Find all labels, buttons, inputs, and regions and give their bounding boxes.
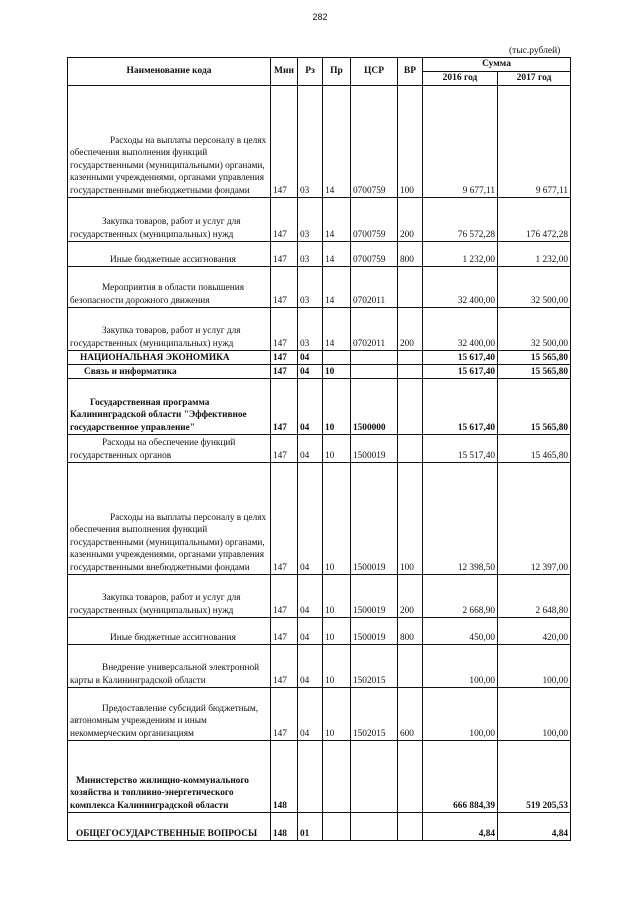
row-pr: 10: [323, 618, 351, 645]
row-name: Закупка товаров, работ и услуг для государственных (муниципальных) нужд: [70, 326, 241, 349]
row-sum-2016: 1 232,00: [423, 242, 498, 267]
header-2017: 2017 год: [498, 72, 571, 86]
units-note: (тыс.рублей): [509, 46, 561, 56]
row-sum-2016: 15 617,40: [423, 365, 498, 379]
row-rz: 04: [298, 463, 323, 575]
table-row: [68, 351, 571, 365]
row-csr: [351, 351, 398, 365]
row-sum-2016: 76 572,28: [423, 198, 498, 242]
row-sum-2017: 32 500,00: [498, 308, 571, 351]
row-vr: 100: [398, 463, 423, 575]
row-sum-2016: 12 398,50: [423, 463, 498, 575]
row-name: Мероприятия в области повышения безопасности дорожного движения: [70, 283, 244, 306]
row-csr: 0700759: [351, 242, 398, 267]
row-sum-2016: 100,00: [423, 645, 498, 688]
row-sum-2017: 2 648,80: [498, 575, 571, 618]
row-vr: [398, 645, 423, 688]
row-pr: [323, 351, 351, 365]
row-csr: 1500019: [351, 575, 398, 618]
row-sum-2016: 15 517,40: [423, 435, 498, 463]
header-vr: ВР: [398, 58, 423, 86]
table-row: [68, 198, 571, 242]
row-sum-2016: 4,84: [423, 813, 498, 841]
row-sum-2017: 4,84: [498, 813, 571, 841]
row-sum-2017: 100,00: [498, 688, 571, 741]
row-pr: 10: [323, 645, 351, 688]
row-vr: [398, 741, 423, 813]
header-2016: 2016 год: [423, 72, 498, 86]
row-rz: 01: [298, 813, 323, 841]
row-min: 147: [271, 618, 298, 645]
row-pr: 14: [323, 198, 351, 242]
row-rz: 04: [298, 365, 323, 379]
row-pr: 10: [323, 463, 351, 575]
table-row: [68, 242, 571, 267]
row-pr: 10: [323, 365, 351, 379]
row-sum-2017: 100,00: [498, 645, 571, 688]
row-sum-2016: 100,00: [423, 688, 498, 741]
row-sum-2016: 15 617,40: [423, 379, 498, 435]
table-row: [68, 308, 571, 351]
row-min: 147: [271, 351, 298, 365]
row-vr: 200: [398, 308, 423, 351]
row-min: 147: [271, 86, 298, 198]
row-name: ОБЩЕГОСУДАРСТВЕННЫЕ ВОПРОСЫ: [76, 828, 258, 839]
row-pr: 14: [323, 267, 351, 308]
row-vr: 200: [398, 198, 423, 242]
row-rz: 04: [298, 379, 323, 435]
row-sum-2017: 15 565,80: [498, 365, 571, 379]
row-csr: 0700759: [351, 86, 398, 198]
row-rz: 04: [298, 688, 323, 741]
row-name: Внедрение универсальной электронной карты в Калининградской области: [70, 663, 260, 686]
row-name: Связь и информатика: [84, 366, 177, 377]
row-name: Предоставление субсидий бюджетным, автономным учреждениям и иным некоммерческим организациям: [70, 703, 259, 739]
table-row: [68, 435, 571, 463]
row-rz: 04: [298, 575, 323, 618]
row-sum-2017: 32 500,00: [498, 267, 571, 308]
row-min: 148: [271, 813, 298, 841]
row-vr: 600: [398, 688, 423, 741]
budget-table: [67, 57, 571, 841]
row-min: 148: [271, 741, 298, 813]
row-pr: 10: [323, 435, 351, 463]
row-min: 147: [271, 365, 298, 379]
row-name: Иные бюджетные ассигнования: [110, 632, 236, 643]
row-sum-2016: 450,00: [423, 618, 498, 645]
header-csr: ЦСР: [351, 58, 398, 86]
row-sum-2017: 12 397,00: [498, 463, 571, 575]
row-vr: [398, 351, 423, 365]
row-pr: 14: [323, 308, 351, 351]
row-vr: 200: [398, 575, 423, 618]
row-pr: 10: [323, 379, 351, 435]
row-csr: 1502015: [351, 688, 398, 741]
row-min: 147: [271, 463, 298, 575]
row-min: 147: [271, 198, 298, 242]
row-sum-2017: 15 465,80: [498, 435, 571, 463]
row-rz: 04: [298, 645, 323, 688]
table-row: [68, 618, 571, 645]
header-rz: Рз: [298, 58, 323, 86]
table-row: [68, 267, 571, 308]
row-sum-2017: 9 677,11: [498, 86, 571, 198]
row-csr: [351, 813, 398, 841]
row-name: НАЦИОНАЛЬНАЯ ЭКОНОМИКА: [80, 352, 230, 363]
row-rz: 03: [298, 267, 323, 308]
table-row: [68, 688, 571, 741]
row-sum-2016: 32 400,00: [423, 267, 498, 308]
row-name: Расходы на выплаты персоналу в целях обеспечения выполнения функций государственными (муниципальными) органами, казенными учреждениями, органами управления государственными внебюджетными фондами: [70, 512, 267, 573]
row-csr: 1500000: [351, 379, 398, 435]
table-row: [68, 741, 571, 813]
row-name: Государственная программа Калининградской области "Эффективное государственное управление": [70, 397, 247, 433]
table-row: [68, 575, 571, 618]
row-min: 147: [271, 242, 298, 267]
row-name: Иные бюджетные ассигнования: [110, 254, 236, 265]
row-name: Министерство жилищно-коммунального хозяйства и топливно-энергетического комплекса Калининградской области: [70, 775, 249, 811]
table-row: [68, 463, 571, 575]
row-sum-2017: 1 232,00: [498, 242, 571, 267]
row-name: Расходы на выплаты персоналу в целях обеспечения выполнения функций государственными (муниципальными) органами, казенными учреждениями, органами управления государственными внебюджетными фондами: [70, 135, 267, 196]
table-row: [68, 86, 571, 198]
row-name: Расходы на обеспечение функций государственных органов: [70, 438, 236, 461]
page-number: 282: [312, 12, 328, 22]
row-pr: 10: [323, 575, 351, 618]
row-vr: 100: [398, 86, 423, 198]
row-vr: [398, 365, 423, 379]
row-min: 147: [271, 645, 298, 688]
row-name: Закупка товаров, работ и услуг для государственных (муниципальных) нужд: [70, 217, 241, 240]
row-sum-2016: 32 400,00: [423, 308, 498, 351]
row-sum-2016: 2 668,90: [423, 575, 498, 618]
row-csr: 1500019: [351, 463, 398, 575]
row-name: Закупка товаров, работ и услуг для государственных (муниципальных) нужд: [70, 593, 241, 616]
row-csr: 0702011: [351, 308, 398, 351]
header-name: Наименование кода: [68, 58, 271, 86]
row-csr: 1502015: [351, 645, 398, 688]
row-csr: 1500019: [351, 618, 398, 645]
row-rz: 03: [298, 198, 323, 242]
row-min: 147: [271, 308, 298, 351]
row-vr: [398, 813, 423, 841]
row-sum-2017: 420,00: [498, 618, 571, 645]
row-csr: 1500019: [351, 435, 398, 463]
header-pr: Пр: [323, 58, 351, 86]
row-vr: [398, 435, 423, 463]
table-row: [68, 813, 571, 841]
row-sum-2016: 9 677,11: [423, 86, 498, 198]
row-rz: [298, 741, 323, 813]
row-vr: [398, 379, 423, 435]
row-csr: [351, 365, 398, 379]
row-vr: 800: [398, 242, 423, 267]
row-csr: 0702011: [351, 267, 398, 308]
header-min: Мин: [271, 58, 298, 86]
row-vr: [398, 267, 423, 308]
row-min: 147: [271, 435, 298, 463]
row-sum-2016: 666 884,39: [423, 741, 498, 813]
row-sum-2017: 15 565,80: [498, 351, 571, 365]
table-row: [68, 645, 571, 688]
row-rz: 04: [298, 435, 323, 463]
row-pr: 14: [323, 242, 351, 267]
row-sum-2016: 15 617,40: [423, 351, 498, 365]
row-vr: 800: [398, 618, 423, 645]
row-pr: [323, 813, 351, 841]
row-min: 147: [271, 575, 298, 618]
row-rz: 03: [298, 308, 323, 351]
row-pr: 10: [323, 688, 351, 741]
table-row: [68, 365, 571, 379]
row-min: 147: [271, 267, 298, 308]
row-csr: [351, 741, 398, 813]
row-min: 147: [271, 379, 298, 435]
row-sum-2017: 15 565,80: [498, 379, 571, 435]
row-rz: 03: [298, 242, 323, 267]
table-row: [68, 379, 571, 435]
row-min: 147: [271, 688, 298, 741]
row-sum-2017: 176 472,28: [498, 198, 571, 242]
row-sum-2017: 519 205,53: [498, 741, 571, 813]
row-pr: [323, 741, 351, 813]
row-rz: 03: [298, 86, 323, 198]
header-sum: Сумма: [423, 58, 571, 72]
row-rz: 04: [298, 351, 323, 365]
row-pr: 14: [323, 86, 351, 198]
row-rz: 04: [298, 618, 323, 645]
row-csr: 0700759: [351, 198, 398, 242]
